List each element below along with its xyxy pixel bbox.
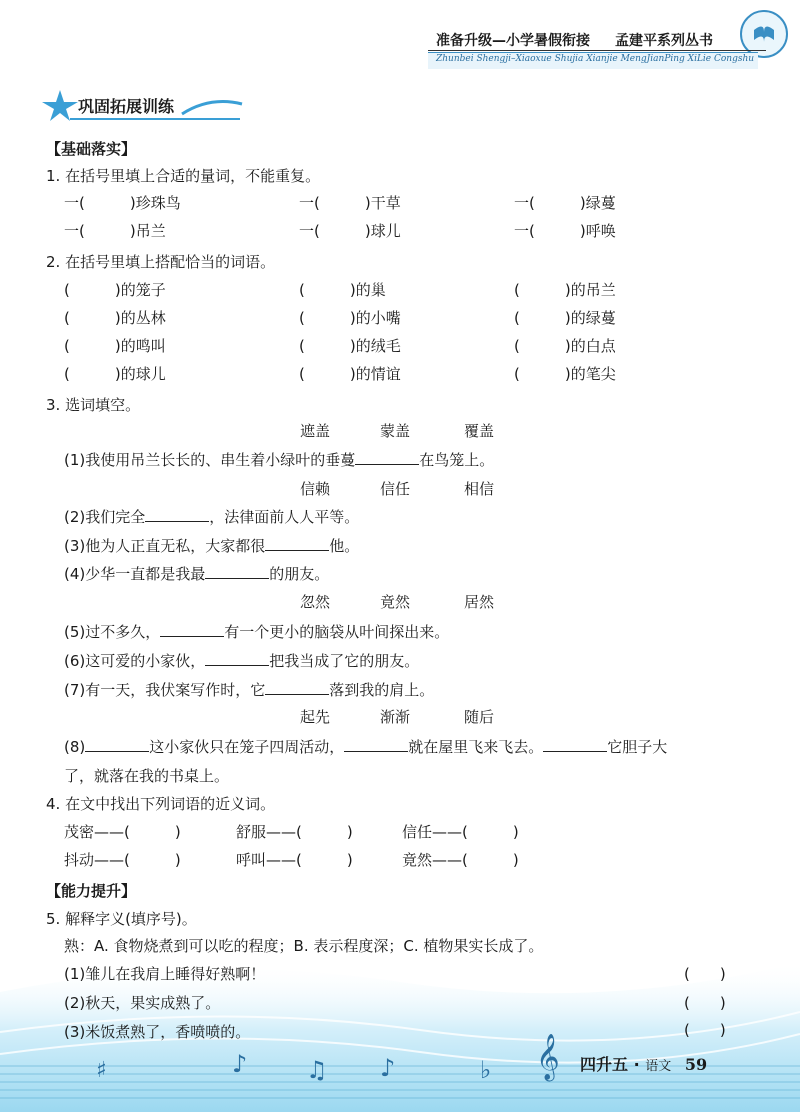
treble-clef-icon: 𝄞 <box>536 1034 560 1080</box>
q1-r2c3: 一( )呼唤 <box>514 222 616 240</box>
answer-blank[interactable] <box>85 737 149 752</box>
section-advanced: 【能力提升】 <box>46 882 137 900</box>
q1-r2c1: 一( )吊兰 <box>64 222 166 240</box>
banner-title: 巩固拓展训练 <box>78 97 175 116</box>
star-burst-icon <box>40 88 80 122</box>
header-rule <box>428 50 766 51</box>
q2-r2c2: ( )的小嘴 <box>299 309 401 327</box>
q3-item-8-line2: 了，就落在我的书桌上。 <box>64 767 230 785</box>
music-note-icon: ♪ <box>232 1050 248 1078</box>
q1-title: 1. 在括号里填上合适的量词，不能重复。 <box>46 167 321 185</box>
q5-answer-1[interactable]: ( ) <box>684 965 726 983</box>
footer-subject: 语文 <box>645 1059 672 1074</box>
section-basic: 【基础落实】 <box>46 140 137 158</box>
q3-item-6: (6)这可爱的小家伙， 把我当成了它的朋友。 <box>64 652 420 670</box>
q4-r2c3: 竟然——( ) <box>402 851 519 869</box>
q3-item-4: (4)少华一直都是我最 的朋友。 <box>64 565 330 583</box>
q1-r1c1: 一( )珍珠鸟 <box>64 194 181 212</box>
q5-definition: 熟：A. 食物烧煮到可以吃的程度；B. 表示程度深；C. 植物果实长成了。 <box>64 937 544 955</box>
q4-r2c1: 抖动——( ) <box>64 851 181 869</box>
footer-dot: · <box>633 1055 640 1074</box>
answer-blank[interactable] <box>543 737 607 752</box>
q5-answer-3[interactable]: ( ) <box>684 1021 726 1039</box>
q4-r1c2: 舒服——( ) <box>236 823 353 841</box>
q3-word: 居然 <box>464 593 495 611</box>
q2-r2c1: ( )的丛林 <box>64 309 166 327</box>
q2-r3c3: ( )的白点 <box>514 337 616 355</box>
q2-r4c1: ( )的球儿 <box>64 365 166 383</box>
header-title: 准备升级—小学暑假衔接 <box>436 33 590 49</box>
footer-grade: 四升五 <box>580 1055 629 1074</box>
q5-answer-2[interactable]: ( ) <box>684 994 726 1012</box>
footer <box>580 1052 707 1075</box>
q3-word: 遮盖 <box>300 422 331 440</box>
banner-underline <box>70 118 240 120</box>
q4-r1c1: 茂密——( ) <box>64 823 181 841</box>
q3-item-3: (3)他为人正直无私，大家都很 他。 <box>64 537 360 555</box>
q3-item-2: (2)我们完全 ，法律面前人人平等。 <box>64 508 360 526</box>
banner <box>40 88 240 122</box>
q3-word: 渐渐 <box>380 708 411 726</box>
q4-r1c3: 信任——( ) <box>402 823 519 841</box>
q3-word: 随后 <box>464 708 495 726</box>
q2-r1c3: ( )的吊兰 <box>514 281 616 299</box>
q3-word: 覆盖 <box>464 422 495 440</box>
answer-blank[interactable] <box>265 536 329 551</box>
q1-r1c2: 一( )干草 <box>299 194 401 212</box>
q2-r3c2: ( )的绒毛 <box>299 337 401 355</box>
q3-title: 3. 选词填空。 <box>46 396 141 414</box>
music-note-icon: ♪ <box>380 1054 396 1082</box>
q5-item-1: (1)雏儿在我肩上睡得好熟啊！ <box>64 965 266 983</box>
q5-item-2: (2)秋天，果实成熟了。 <box>64 994 221 1012</box>
q3-word: 起先 <box>300 708 331 726</box>
header-series: 孟建平系列丛书 <box>615 33 713 49</box>
swoosh-icon <box>180 96 244 118</box>
music-note-icon: ♭ <box>480 1056 492 1084</box>
answer-blank[interactable] <box>205 564 269 579</box>
answer-blank[interactable] <box>160 622 224 637</box>
q3-item-7: (7)有一天，我伏案写作时，它 落到我的肩上。 <box>64 681 435 699</box>
q4-title: 4. 在文中找出下列词语的近义词。 <box>46 795 276 813</box>
q2-r1c2: ( )的巢 <box>299 281 386 299</box>
answer-blank[interactable] <box>355 450 419 465</box>
q5-title: 5. 解释字义(填序号)。 <box>46 910 197 928</box>
music-note-icon: ♯ <box>96 1058 107 1083</box>
q1-r1c3: 一( )绿蔓 <box>514 194 616 212</box>
answer-blank[interactable] <box>265 680 329 695</box>
page-number: 59 <box>684 1055 708 1074</box>
q3-word: 相信 <box>464 480 495 498</box>
q2-r4c2: ( )的情谊 <box>299 365 401 383</box>
answer-blank[interactable] <box>344 737 408 752</box>
q4-r2c2: 呼叫——( ) <box>236 851 353 869</box>
music-note-icon: ♫ <box>306 1056 328 1084</box>
answer-blank[interactable] <box>145 507 209 522</box>
q3-word: 蒙盖 <box>380 422 411 440</box>
q3-word: 信任 <box>380 480 411 498</box>
q5-item-3: (3)米饭煮熟了，香喷喷的。 <box>64 1023 251 1041</box>
q2-title: 2. 在括号里填上搭配恰当的词语。 <box>46 253 276 271</box>
q2-r1c1: ( )的笼子 <box>64 281 166 299</box>
q3-word: 信赖 <box>300 480 331 498</box>
q3-word: 忽然 <box>300 593 331 611</box>
q1-r2c2: 一( )球儿 <box>299 222 401 240</box>
q3-item-5: (5)过不多久， 有一个更小的脑袋从叶间探出来。 <box>64 623 450 641</box>
answer-blank[interactable] <box>205 651 269 666</box>
q3-item-1: (1)我使用吊兰长长的、串生着小绿叶的垂蔓 在鸟笼上。 <box>64 451 495 469</box>
q3-item-8: (8) 这小家伙只在笼子四周活动， 就在屋里飞来飞去。 它胆子大 <box>64 738 668 756</box>
q2-r2c3: ( )的绿蔓 <box>514 309 616 327</box>
header-subtitle: Zhunbei Shengji–Xiaoxue Shujia Xianjie MengJianPing XiLie Congshu <box>436 54 755 64</box>
q3-word: 竟然 <box>380 593 411 611</box>
q2-r3c1: ( )的鸣叫 <box>64 337 166 355</box>
q2-r4c3: ( )的笔尖 <box>514 365 616 383</box>
